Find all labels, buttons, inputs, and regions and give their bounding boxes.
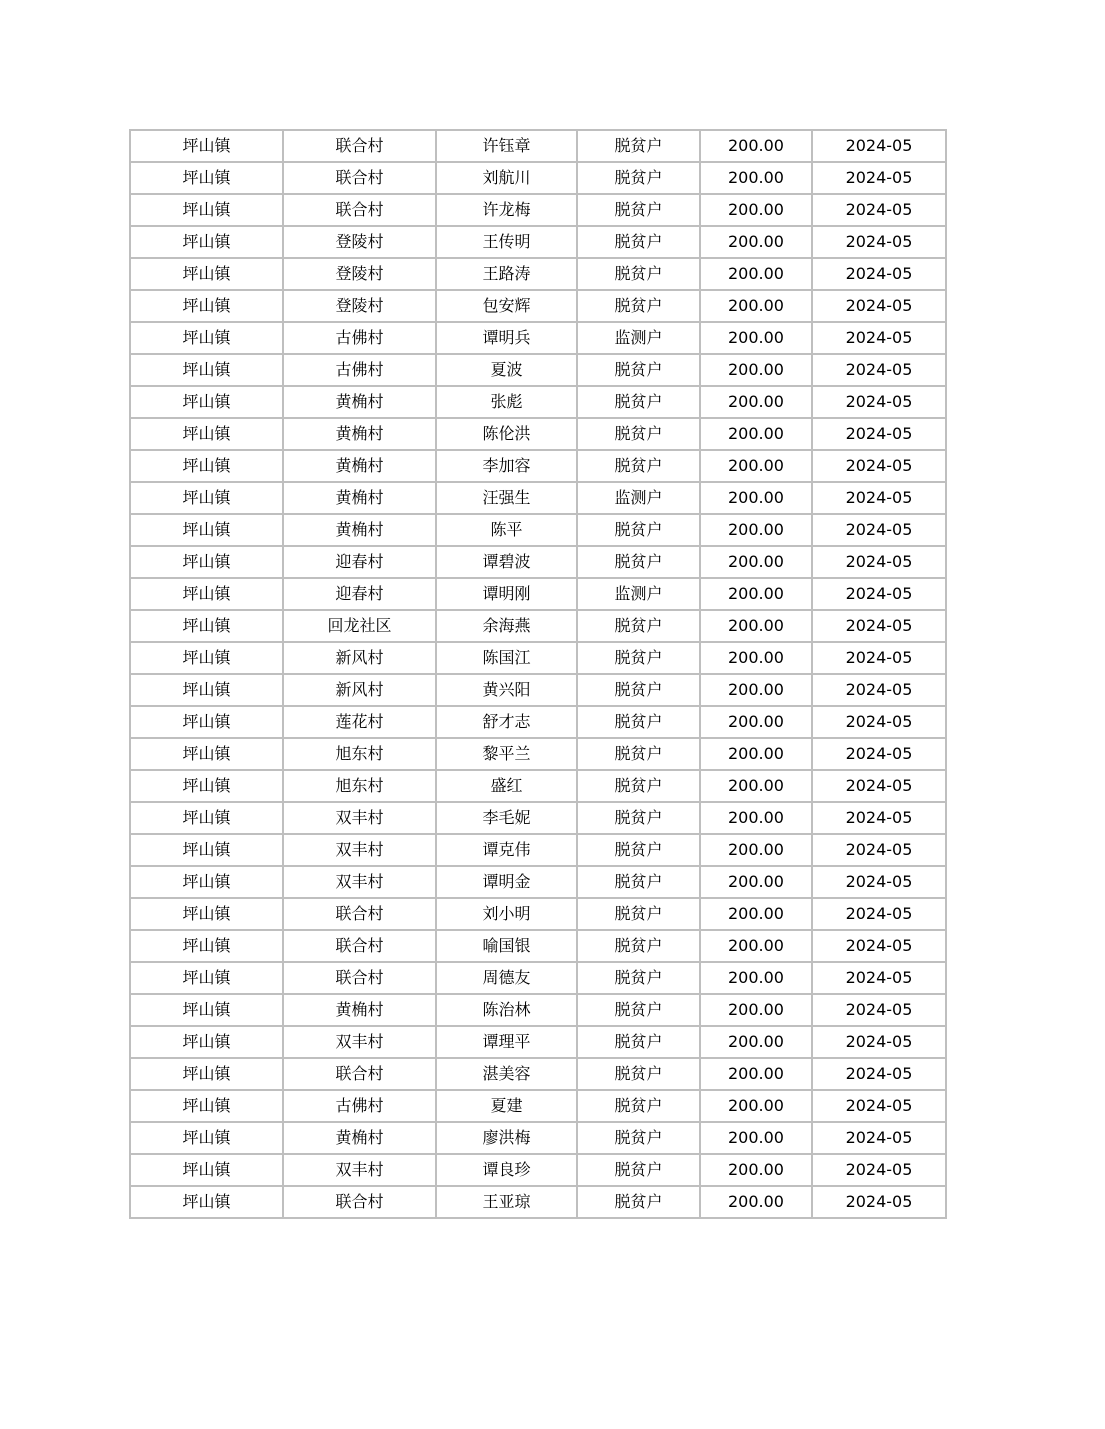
town-cell: 坪山镇 (130, 1154, 283, 1186)
name-cell: 张彪 (436, 386, 577, 418)
name-cell: 许钰章 (436, 130, 577, 162)
period-cell: 2024-05 (812, 354, 946, 386)
amount-cell: 200.00 (700, 482, 812, 514)
village-cell: 古佛村 (283, 1090, 436, 1122)
household-type-cell: 脱贫户 (577, 258, 700, 290)
name-cell: 包安辉 (436, 290, 577, 322)
village-cell: 双丰村 (283, 834, 436, 866)
period-cell: 2024-05 (812, 290, 946, 322)
household-type-cell: 脱贫户 (577, 1186, 700, 1218)
table-row (130, 450, 946, 482)
name-cell: 谭理平 (436, 1026, 577, 1058)
table-row (130, 482, 946, 514)
household-type-cell: 脱贫户 (577, 1122, 700, 1154)
village-cell: 黄桷村 (283, 994, 436, 1026)
name-cell: 谭克伟 (436, 834, 577, 866)
table-row (130, 514, 946, 546)
name-cell: 廖洪梅 (436, 1122, 577, 1154)
table-row (130, 898, 946, 930)
name-cell: 李加容 (436, 450, 577, 482)
amount-cell: 200.00 (700, 1186, 812, 1218)
household-type-cell: 脱贫户 (577, 770, 700, 802)
name-cell: 周德友 (436, 962, 577, 994)
household-type-cell: 脱贫户 (577, 226, 700, 258)
village-cell: 迎春村 (283, 546, 436, 578)
period-cell: 2024-05 (812, 962, 946, 994)
amount-cell: 200.00 (700, 578, 812, 610)
name-cell: 盛红 (436, 770, 577, 802)
period-cell: 2024-05 (812, 1186, 946, 1218)
town-cell: 坪山镇 (130, 674, 283, 706)
amount-cell: 200.00 (700, 226, 812, 258)
period-cell: 2024-05 (812, 1058, 946, 1090)
town-cell: 坪山镇 (130, 1058, 283, 1090)
name-cell: 王路涛 (436, 258, 577, 290)
name-cell: 刘航川 (436, 162, 577, 194)
village-cell: 登陵村 (283, 226, 436, 258)
table-body (130, 130, 946, 1218)
town-cell: 坪山镇 (130, 930, 283, 962)
name-cell: 黄兴阳 (436, 674, 577, 706)
period-cell: 2024-05 (812, 130, 946, 162)
table-row (130, 962, 946, 994)
household-type-cell: 脱贫户 (577, 1090, 700, 1122)
household-type-cell: 脱贫户 (577, 290, 700, 322)
town-cell: 坪山镇 (130, 770, 283, 802)
name-cell: 谭明刚 (436, 578, 577, 610)
table-row (130, 1122, 946, 1154)
table-row (130, 386, 946, 418)
amount-cell: 200.00 (700, 194, 812, 226)
table-row (130, 610, 946, 642)
village-cell: 联合村 (283, 1186, 436, 1218)
household-type-cell: 监测户 (577, 322, 700, 354)
amount-cell: 200.00 (700, 258, 812, 290)
household-type-cell: 脱贫户 (577, 674, 700, 706)
table-row (130, 930, 946, 962)
period-cell: 2024-05 (812, 866, 946, 898)
name-cell: 谭明兵 (436, 322, 577, 354)
period-cell: 2024-05 (812, 674, 946, 706)
table-row (130, 994, 946, 1026)
village-cell: 联合村 (283, 194, 436, 226)
table-row (130, 1026, 946, 1058)
name-cell: 夏波 (436, 354, 577, 386)
household-type-cell: 脱贫户 (577, 514, 700, 546)
village-cell: 联合村 (283, 898, 436, 930)
household-type-cell: 脱贫户 (577, 546, 700, 578)
town-cell: 坪山镇 (130, 962, 283, 994)
name-cell: 许龙梅 (436, 194, 577, 226)
period-cell: 2024-05 (812, 482, 946, 514)
table-row (130, 642, 946, 674)
amount-cell: 200.00 (700, 962, 812, 994)
village-cell: 黄桷村 (283, 482, 436, 514)
town-cell: 坪山镇 (130, 226, 283, 258)
table-row (130, 1186, 946, 1218)
town-cell: 坪山镇 (130, 610, 283, 642)
household-type-cell: 脱贫户 (577, 642, 700, 674)
village-cell: 双丰村 (283, 866, 436, 898)
name-cell: 李毛妮 (436, 802, 577, 834)
amount-cell: 200.00 (700, 770, 812, 802)
household-type-cell: 脱贫户 (577, 162, 700, 194)
name-cell: 夏建 (436, 1090, 577, 1122)
amount-cell: 200.00 (700, 1058, 812, 1090)
table-row (130, 194, 946, 226)
amount-cell: 200.00 (700, 610, 812, 642)
table-row (130, 322, 946, 354)
village-cell: 古佛村 (283, 354, 436, 386)
household-type-cell: 脱贫户 (577, 738, 700, 770)
amount-cell: 200.00 (700, 642, 812, 674)
town-cell: 坪山镇 (130, 1122, 283, 1154)
village-cell: 旭东村 (283, 738, 436, 770)
town-cell: 坪山镇 (130, 162, 283, 194)
town-cell: 坪山镇 (130, 450, 283, 482)
name-cell: 黎平兰 (436, 738, 577, 770)
town-cell: 坪山镇 (130, 898, 283, 930)
town-cell: 坪山镇 (130, 418, 283, 450)
amount-cell: 200.00 (700, 514, 812, 546)
village-cell: 黄桷村 (283, 418, 436, 450)
table-row (130, 866, 946, 898)
table-row (130, 706, 946, 738)
table-row (130, 1058, 946, 1090)
table-row (130, 418, 946, 450)
village-cell: 联合村 (283, 162, 436, 194)
name-cell: 王亚琼 (436, 1186, 577, 1218)
household-type-cell: 脱贫户 (577, 834, 700, 866)
period-cell: 2024-05 (812, 1026, 946, 1058)
period-cell: 2024-05 (812, 610, 946, 642)
village-cell: 回龙社区 (283, 610, 436, 642)
period-cell: 2024-05 (812, 258, 946, 290)
village-cell: 联合村 (283, 1058, 436, 1090)
village-cell: 新风村 (283, 674, 436, 706)
household-type-cell: 脱贫户 (577, 930, 700, 962)
period-cell: 2024-05 (812, 450, 946, 482)
period-cell: 2024-05 (812, 162, 946, 194)
period-cell: 2024-05 (812, 994, 946, 1026)
household-type-cell: 脱贫户 (577, 354, 700, 386)
name-cell: 陈治林 (436, 994, 577, 1026)
village-cell: 联合村 (283, 130, 436, 162)
village-cell: 旭东村 (283, 770, 436, 802)
amount-cell: 200.00 (700, 898, 812, 930)
amount-cell: 200.00 (700, 1154, 812, 1186)
name-cell: 陈伦洪 (436, 418, 577, 450)
period-cell: 2024-05 (812, 1154, 946, 1186)
table-row (130, 162, 946, 194)
town-cell: 坪山镇 (130, 706, 283, 738)
town-cell: 坪山镇 (130, 994, 283, 1026)
table-row (130, 130, 946, 162)
town-cell: 坪山镇 (130, 642, 283, 674)
household-type-cell: 脱贫户 (577, 194, 700, 226)
name-cell: 谭碧波 (436, 546, 577, 578)
table-row (130, 290, 946, 322)
town-cell: 坪山镇 (130, 482, 283, 514)
name-cell: 喻国银 (436, 930, 577, 962)
village-cell: 黄桷村 (283, 514, 436, 546)
household-type-cell: 监测户 (577, 482, 700, 514)
village-cell: 双丰村 (283, 802, 436, 834)
period-cell: 2024-05 (812, 930, 946, 962)
town-cell: 坪山镇 (130, 738, 283, 770)
village-cell: 新风村 (283, 642, 436, 674)
period-cell: 2024-05 (812, 226, 946, 258)
table-row (130, 226, 946, 258)
household-type-cell: 脱贫户 (577, 418, 700, 450)
household-type-cell: 脱贫户 (577, 866, 700, 898)
name-cell: 陈国江 (436, 642, 577, 674)
town-cell: 坪山镇 (130, 834, 283, 866)
table-row (130, 1090, 946, 1122)
table-row (130, 802, 946, 834)
period-cell: 2024-05 (812, 770, 946, 802)
household-type-cell: 脱贫户 (577, 898, 700, 930)
town-cell: 坪山镇 (130, 258, 283, 290)
table-row (130, 674, 946, 706)
period-cell: 2024-05 (812, 802, 946, 834)
period-cell: 2024-05 (812, 1090, 946, 1122)
period-cell: 2024-05 (812, 1122, 946, 1154)
amount-cell: 200.00 (700, 354, 812, 386)
town-cell: 坪山镇 (130, 866, 283, 898)
amount-cell: 200.00 (700, 290, 812, 322)
amount-cell: 200.00 (700, 322, 812, 354)
period-cell: 2024-05 (812, 194, 946, 226)
table-row (130, 770, 946, 802)
town-cell: 坪山镇 (130, 290, 283, 322)
period-cell: 2024-05 (812, 322, 946, 354)
period-cell: 2024-05 (812, 514, 946, 546)
household-type-cell: 脱贫户 (577, 1026, 700, 1058)
table-row (130, 258, 946, 290)
amount-cell: 200.00 (700, 130, 812, 162)
village-cell: 古佛村 (283, 322, 436, 354)
subsidy-table (129, 129, 947, 1219)
period-cell: 2024-05 (812, 418, 946, 450)
village-cell: 黄桷村 (283, 1122, 436, 1154)
household-type-cell: 脱贫户 (577, 994, 700, 1026)
table-row (130, 738, 946, 770)
town-cell: 坪山镇 (130, 1026, 283, 1058)
household-type-cell: 脱贫户 (577, 1058, 700, 1090)
town-cell: 坪山镇 (130, 802, 283, 834)
period-cell: 2024-05 (812, 898, 946, 930)
village-cell: 双丰村 (283, 1154, 436, 1186)
period-cell: 2024-05 (812, 578, 946, 610)
amount-cell: 200.00 (700, 450, 812, 482)
name-cell: 汪强生 (436, 482, 577, 514)
village-cell: 联合村 (283, 962, 436, 994)
village-cell: 莲花村 (283, 706, 436, 738)
name-cell: 谭明金 (436, 866, 577, 898)
period-cell: 2024-05 (812, 386, 946, 418)
amount-cell: 200.00 (700, 674, 812, 706)
amount-cell: 200.00 (700, 994, 812, 1026)
town-cell: 坪山镇 (130, 354, 283, 386)
period-cell: 2024-05 (812, 546, 946, 578)
household-type-cell: 脱贫户 (577, 386, 700, 418)
household-type-cell: 脱贫户 (577, 802, 700, 834)
table-row (130, 1154, 946, 1186)
amount-cell: 200.00 (700, 738, 812, 770)
name-cell: 谭良珍 (436, 1154, 577, 1186)
town-cell: 坪山镇 (130, 514, 283, 546)
amount-cell: 200.00 (700, 802, 812, 834)
household-type-cell: 脱贫户 (577, 962, 700, 994)
amount-cell: 200.00 (700, 834, 812, 866)
village-cell: 登陵村 (283, 258, 436, 290)
amount-cell: 200.00 (700, 706, 812, 738)
name-cell: 舒才志 (436, 706, 577, 738)
amount-cell: 200.00 (700, 546, 812, 578)
name-cell: 湛美容 (436, 1058, 577, 1090)
village-cell: 迎春村 (283, 578, 436, 610)
amount-cell: 200.00 (700, 162, 812, 194)
town-cell: 坪山镇 (130, 578, 283, 610)
period-cell: 2024-05 (812, 834, 946, 866)
period-cell: 2024-05 (812, 642, 946, 674)
village-cell: 双丰村 (283, 1026, 436, 1058)
period-cell: 2024-05 (812, 738, 946, 770)
amount-cell: 200.00 (700, 418, 812, 450)
village-cell: 黄桷村 (283, 450, 436, 482)
town-cell: 坪山镇 (130, 130, 283, 162)
town-cell: 坪山镇 (130, 1186, 283, 1218)
name-cell: 刘小明 (436, 898, 577, 930)
household-type-cell: 脱贫户 (577, 610, 700, 642)
town-cell: 坪山镇 (130, 322, 283, 354)
household-type-cell: 脱贫户 (577, 130, 700, 162)
name-cell: 王传明 (436, 226, 577, 258)
table-row (130, 834, 946, 866)
amount-cell: 200.00 (700, 866, 812, 898)
household-type-cell: 脱贫户 (577, 706, 700, 738)
amount-cell: 200.00 (700, 1090, 812, 1122)
town-cell: 坪山镇 (130, 1090, 283, 1122)
household-type-cell: 脱贫户 (577, 450, 700, 482)
amount-cell: 200.00 (700, 930, 812, 962)
household-type-cell: 脱贫户 (577, 1154, 700, 1186)
name-cell: 陈平 (436, 514, 577, 546)
household-type-cell: 监测户 (577, 578, 700, 610)
period-cell: 2024-05 (812, 706, 946, 738)
village-cell: 联合村 (283, 930, 436, 962)
town-cell: 坪山镇 (130, 194, 283, 226)
table-row (130, 546, 946, 578)
town-cell: 坪山镇 (130, 386, 283, 418)
town-cell: 坪山镇 (130, 546, 283, 578)
name-cell: 余海燕 (436, 610, 577, 642)
table-row (130, 354, 946, 386)
amount-cell: 200.00 (700, 1122, 812, 1154)
amount-cell: 200.00 (700, 386, 812, 418)
amount-cell: 200.00 (700, 1026, 812, 1058)
village-cell: 登陵村 (283, 290, 436, 322)
table-row (130, 578, 946, 610)
village-cell: 黄桷村 (283, 386, 436, 418)
